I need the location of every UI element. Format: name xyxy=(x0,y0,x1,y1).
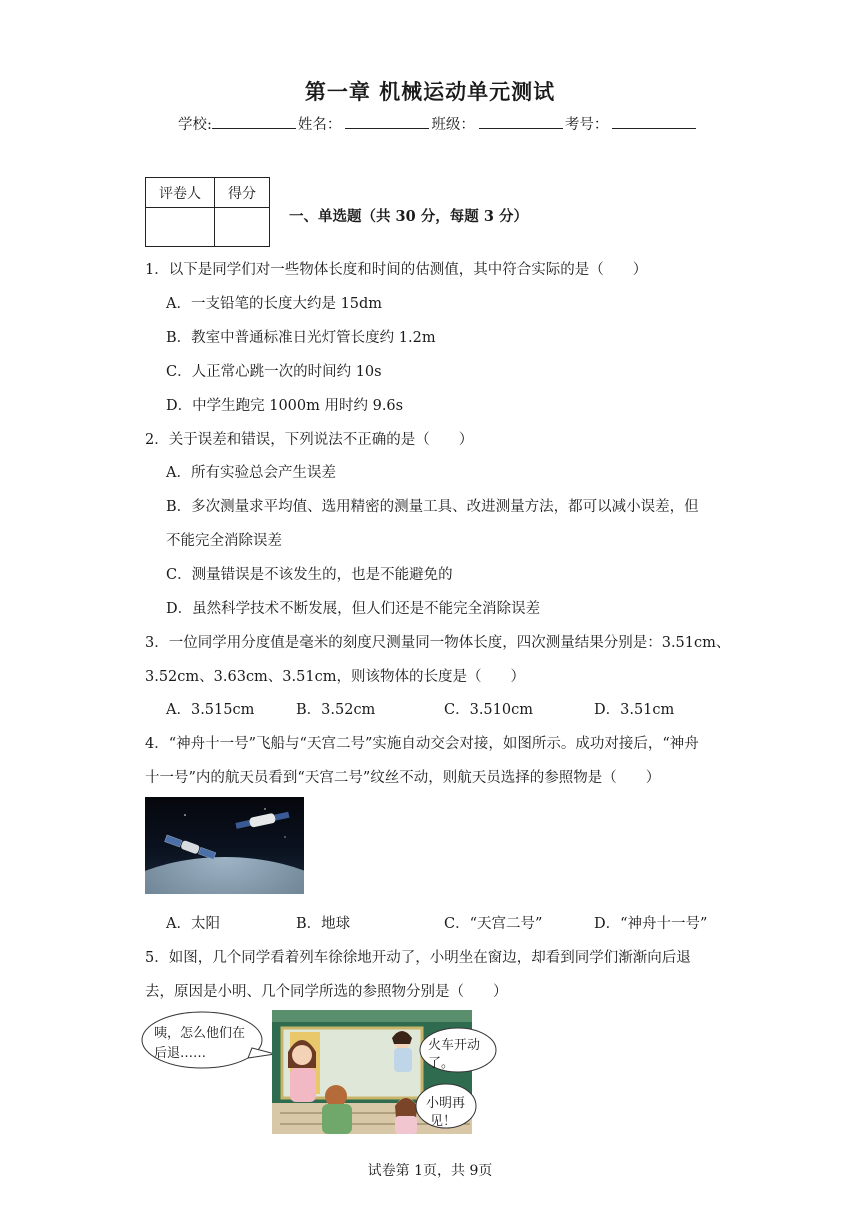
bubble-left-line2: 后退…… xyxy=(154,1046,207,1061)
question-2-option-d[interactable]: D．虽然科学技术不断发展，但人们还是不能完全消除误差 xyxy=(166,601,541,617)
question-3-option-c[interactable]: C．3.510cm xyxy=(444,702,533,718)
score-header: 得分 xyxy=(215,178,270,208)
question-4-stem-line2: 十一号”内的航天员看到“天宫二号”纹丝不动，则航天员选择的参照物是（ ） xyxy=(145,770,661,786)
page-footer: 试卷第 1页，共 9页 xyxy=(367,1163,493,1179)
grader-cell[interactable] xyxy=(146,208,215,247)
question-4-option-a[interactable]: A．太阳 xyxy=(166,916,220,932)
question-2-option-b-continued: 不能完全消除误差 xyxy=(166,533,282,549)
question-1-option-b[interactable]: B．教室中普通标准日光灯管长度约 1.2m xyxy=(166,330,436,346)
question-3-stem-line2: 3.52cm、3.63cm、3.51cm，则该物体的长度是（ ） xyxy=(145,669,525,685)
name-blank[interactable] xyxy=(345,114,429,129)
class-blank[interactable] xyxy=(479,114,563,129)
student-info-line xyxy=(178,113,698,134)
question-4-stem: 4．“神舟十一号”飞船与“天宫二号”实施自动交会对接，如图所示。成功对接后，“神舟 xyxy=(145,736,699,752)
grader-header: 评卷人 xyxy=(146,178,215,208)
bubble-right-bottom-line2: 见！ xyxy=(430,1114,457,1129)
question-5-stem: 5．如图，几个同学看着列车徐徐地开动了，小明坐在窗边，却看到同学们渐渐向后退 xyxy=(145,950,691,966)
question-1-stem: 1．以下是同学们对一些物体长度和时间的估测值，其中符合实际的是（ ） xyxy=(145,262,648,278)
question-3-option-d[interactable]: D．3.51cm xyxy=(594,702,675,718)
question-1-option-a[interactable]: A．一支铅笔的长度大约是 15dm xyxy=(166,296,383,312)
question-2-option-c[interactable]: C．测量错误是不该发生的，也是不能避免的 xyxy=(166,567,453,583)
question-3-option-a[interactable]: A．3.515cm xyxy=(166,702,255,718)
question-4-option-b[interactable]: B．地球 xyxy=(296,916,351,932)
spacecraft-docking-image xyxy=(145,797,304,894)
question-2-option-a[interactable]: A．所有实验总会产生误差 xyxy=(166,465,336,481)
bubble-left-line1: 咦，怎么他们在 xyxy=(154,1026,246,1041)
question-4-option-c[interactable]: C．“天宫二号” xyxy=(444,916,543,932)
question-4-option-d[interactable]: D．“神舟十一号” xyxy=(594,916,708,932)
question-2-option-b[interactable]: B．多次测量求平均值、选用精密的测量工具、改进测量方法，都可以减小误差，但 xyxy=(166,499,699,515)
exam-no-blank[interactable] xyxy=(612,114,696,129)
bubble-right-bottom-line1: 小明再 xyxy=(426,1096,466,1111)
question-1-option-c[interactable]: C．人正常心跳一次的时间约 10s xyxy=(166,364,382,380)
question-5-stem-line2: 去，原因是小明、几个同学所选的参照物分别是（ ） xyxy=(145,984,508,1000)
bubble-right-top-line1: 火车开动 xyxy=(428,1038,481,1053)
exam-no-label: 考号： xyxy=(564,117,609,133)
question-1-option-d[interactable]: D．中学生跑完 1000m 用时约 9.6s xyxy=(166,398,404,414)
score-table xyxy=(145,177,270,247)
score-cell[interactable] xyxy=(215,208,270,247)
question-2-stem: 2．关于误差和错误，下列说法不正确的是（ ） xyxy=(145,432,474,448)
bubble-right-top-line2: 了。 xyxy=(428,1056,455,1071)
school-label: 学校: xyxy=(178,117,212,133)
question-3-stem: 3．一位同学用分度值是毫米的刻度尺测量同一物体长度，四次测量结果分别是：3.51cm、 xyxy=(145,635,731,651)
section-title: 一、单选题（共 30 分，每题 3 分） xyxy=(289,208,528,225)
name-label: 姓名： xyxy=(297,117,342,133)
school-blank[interactable] xyxy=(212,114,296,129)
exam-title: 第一章 机械运动单元测试 xyxy=(304,79,556,104)
question-3-option-b[interactable]: B．3.52cm xyxy=(296,702,376,718)
train-illustration xyxy=(140,1008,500,1136)
class-label: 班级： xyxy=(431,117,475,133)
